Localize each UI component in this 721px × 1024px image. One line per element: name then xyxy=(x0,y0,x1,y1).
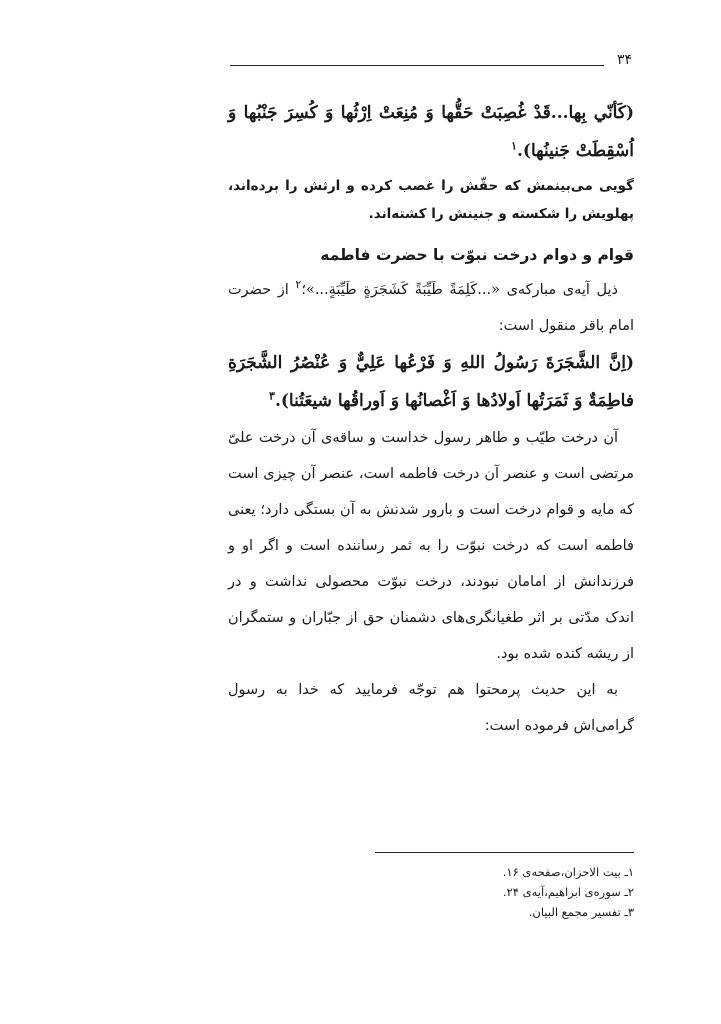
page-number: ۳۴ xyxy=(616,52,632,68)
hadith-quote-1 xyxy=(228,94,634,170)
quran-verse: «...كَلِمَةً طَيِّبَةً كَشَجَرَةٍ طَيِّبَةٍ...»؛ xyxy=(301,282,500,298)
hadith-translation-1: گویی می‌بینمش که حقّش را غصب کرده و ارثش را برده‌اند، پهلویش را شکسته و جنینش را کشته‌اند. xyxy=(228,178,634,222)
footnote-ref-2: ۲ xyxy=(295,278,302,292)
hadith-quote-1-text: (كَأنّي بِها...قَدْ غُصِبَتْ حَقُّها وَ مُنِعَتْ اِرْثُها وَ كُسِرَ جَنْبُها وَ اُسْقِطَتْ جَنينُها). xyxy=(228,103,634,161)
section-intro xyxy=(228,272,634,344)
section-intro-after: از حضرت امام باقر منقول است: xyxy=(228,282,634,334)
footnote-divider xyxy=(375,852,634,853)
paragraph-1: آن درخت طیّب و طاهر رسول خداست و ساقه‌ی آن درخت علیّ مرتضی است و عنصر آن درخت فاطمه است، عنصر آن چیزی است که مایه و قوام درخت است و بارور شدنش به آن بستگی دارد؛ یعنی فاطمه است که درخت نبوّت را به ثمر رساننده است و اگر او و فرزندانش از امامان نبودند، درخت نبوّت محصولی نداشت و در اندک مدّتی بر اثر طغیانگری‌های دشمنان حق از جبّاران و ستمگران از ریشه کنده شده بود. xyxy=(228,430,634,662)
footnotes xyxy=(375,862,634,922)
footnote-ref-3: ۳ xyxy=(269,389,275,403)
section-heading: قوام و دوام درخت نبوّت با حضرت فاطمه xyxy=(320,246,634,264)
hadith-quote-2-text: (اِنَّ الشَّجَرَةَ رَسُولُ اللهِ وَ فَرْعُها عَلِيٌّ وَ عُنْصُرُ الشَّجَرَةِ فاطِمَةٌ وَ ثَمَرَتُها اَولادُها وَ اَغْصانُها وَ اَوراقُها شيعَتُنا). xyxy=(228,353,634,411)
footnote-2: ۲ـ سوره‌ی ابراهیم،آیه‌ی ۲۴. xyxy=(502,885,634,899)
hadith-quote-2 xyxy=(228,344,634,420)
paragraph-2: به این حدیث پرمحتوا هم توجّه فرمایید که خدا به رسول گرامی‌اش فرموده است: xyxy=(228,682,634,734)
page-header xyxy=(230,52,632,76)
page-content xyxy=(228,94,634,744)
footnote-ref-1: ۱ xyxy=(511,139,517,153)
footnote-3: ۳ـ تفسیر مجمع البیان. xyxy=(528,905,634,919)
section-intro-before: ذیل آیه‌ی مبارکه‌ی xyxy=(506,282,619,298)
header-rule xyxy=(230,65,604,66)
footnote-1: ۱ـ بیت الاحزان،صفحه‌ی ۱۶. xyxy=(502,865,634,879)
